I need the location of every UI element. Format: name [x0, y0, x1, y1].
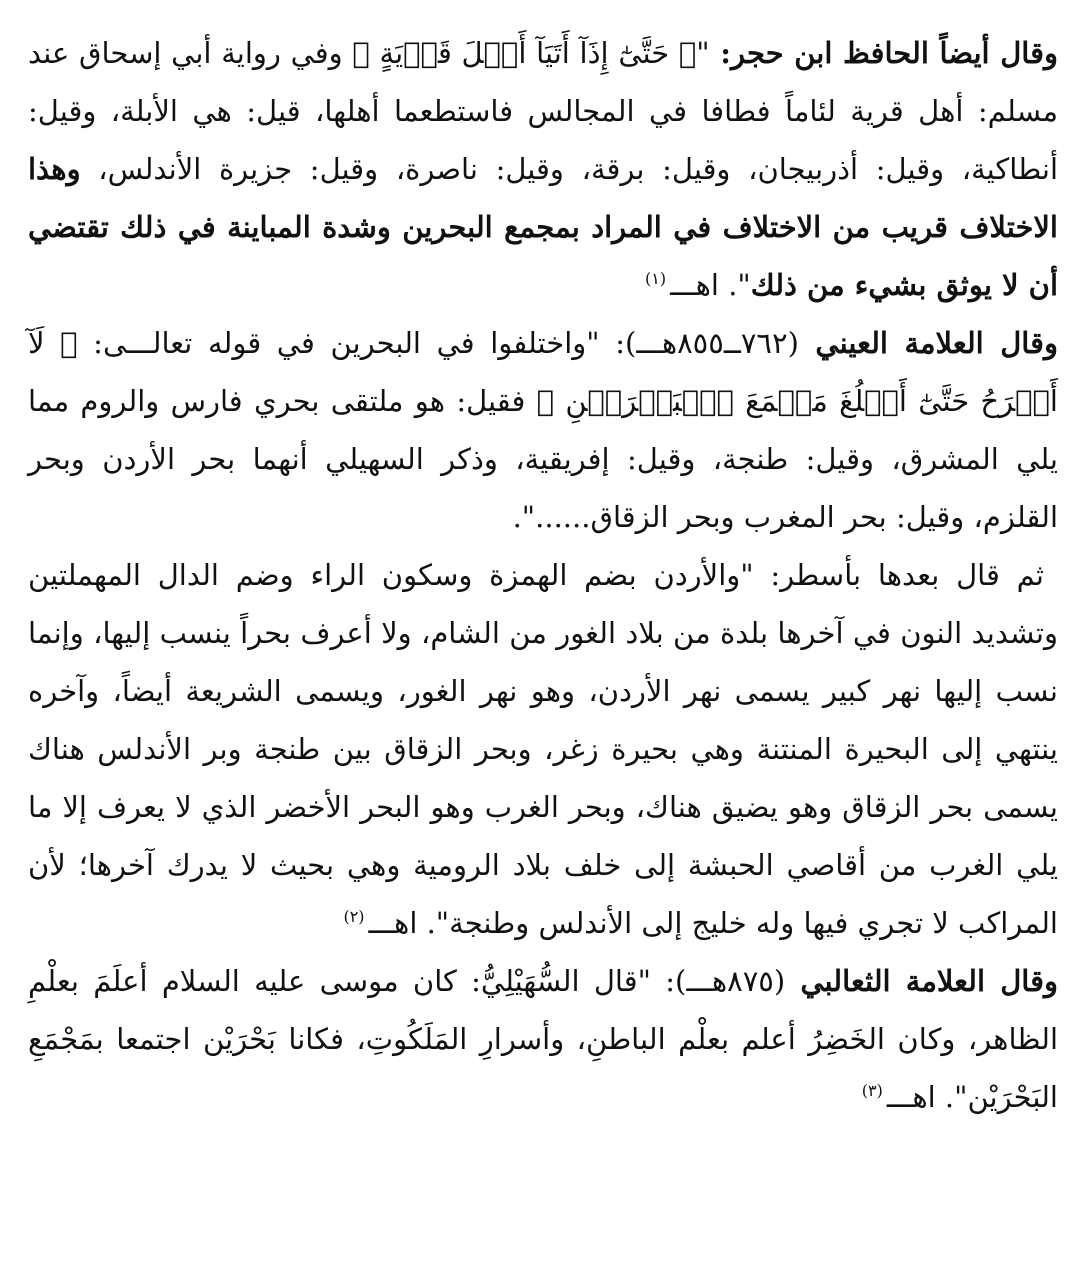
speaker-al-thaalibi: وقال العلامة الثعالبي — [785, 964, 1058, 998]
quote-text: (٧٦٢ــ٨٥٥هـــ): "واختلفوا في البحرين في قوله تعالـــى: ﴿ لَآ أَبۡرَحُ حَتَّىٰٓ أَبۡلُغَ مَجۡمَعَ ٱلۡبَحۡرَيۡنِ ﴾ فقيل: هو ملتقى بحري فارس والروم مما يلي المشرق، وقيل: طنجة، وقيل: إفريقية، وذكر السهيلي أنهما بحر الأردن وبحر القلزم، وقيل: بحر المغرب وبحر الزقاق......". — [28, 326, 1058, 534]
quote-text: (٨٧٥هـــ): "قال السُّهَيْلِيُّ: كان موسى عليه السلام أعلَمَ بعلْمِ الظاهر، وكان الخَضِرُ أعلم بعلْم الباطنِ، وأسرارِ المَلَكُوتِ، فكانا بَحْرَيْن اجتمعا بمَجْمَعِ البَحْرَيْن". اهـــ — [28, 964, 1058, 1114]
footnote-marker: (١) — [645, 269, 667, 289]
paragraph-al-thaalibi — [28, 952, 1058, 1126]
quote-text: "﴿ حَتَّىٰٓ إِذَآ أَتَيَآ أَهۡلَ قَرۡيَةٍ ﴾ وفي رواية أبي إسحاق عند مسلم: أهل قرية لئاماً فطافا في المجالس فاستطعما أهلها، قيل: هي الأبلة، وقيل: أنطاكية، وقيل: أذربيجان، وقيل: برقة، وقيل: ناصرة، وقيل: جزيرة الأندلس، — [28, 36, 1058, 186]
footnote-marker: (٣) — [861, 1081, 883, 1101]
speaker-al-ayni: وقال العلامة العيني — [798, 326, 1058, 360]
paragraph-al-ayni — [28, 314, 1058, 546]
footnote-marker: (٢) — [343, 907, 365, 927]
quote-end: ". اهـــ — [670, 268, 751, 302]
paragraph-ibn-hajar — [28, 24, 1058, 314]
quote-text: ثم قال بعدها بأسطر: "والأردن بضم الهمزة وسكون الراء وضم الدال المهملتين وتشديد النون في آخرها بلدة من بلاد الغور من الشام، ولا أعرف بحراً ينسب إليها، وإنما نسب إليها نهر كبير يسمى نهر الأردن، وهو نهر الغور، ويسمى الشريعة أيضاً، وآخره ينتهي إلى البحيرة المنتنة وهي بحيرة زغر، وبحر الزقاق بين طنجة وبر الأندلس هناك يسمى بحر الزقاق وهو يضيق هناك، وبحر الغرب وهو البحر الأخضر الذي لا يعرف إلا ما يلي الغرب من أقاصي الحبشة إلى خلف بلاد الرومية وهي بحيث لا يدرك آخرها؛ لأن المراكب لا تجري فيها وله خليج إلى الأندلس وطنجة". اهـــ — [28, 558, 1058, 940]
speaker-ibn-hajar: وقال أيضاً الحافظ ابن حجر: — [709, 36, 1059, 70]
paragraph-continuation — [28, 546, 1058, 952]
bold-commentary: وهذا الاختلاف قريب من الاختلاف في المراد بمجمع البحرين وشدة المباينة في ذلك تقتضي أن لا يوثق بشيء من ذلك — [28, 152, 1058, 302]
